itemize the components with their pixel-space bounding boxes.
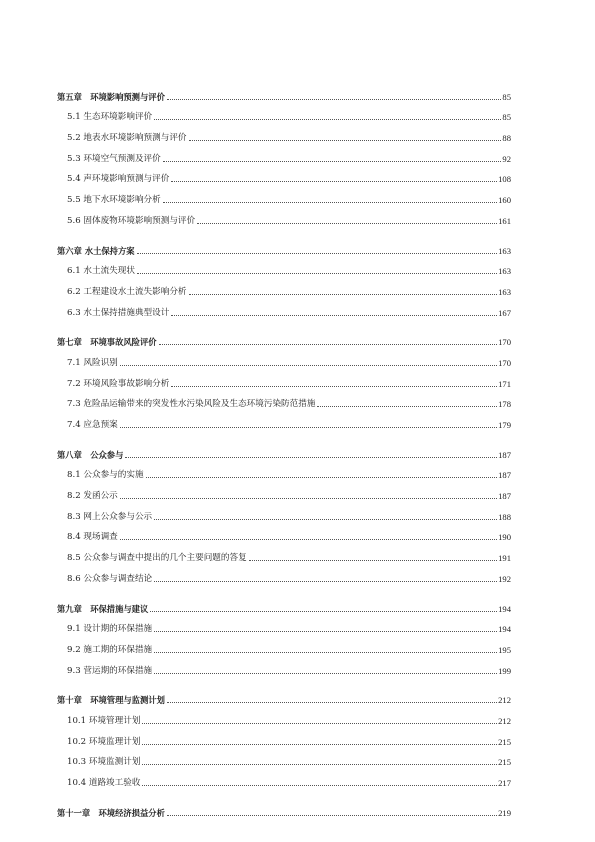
toc-entry-title: 5.4 声环境影响预测与评价 (67, 174, 170, 185)
toc-entry-title: 第九章 环保措施与建议 (57, 603, 149, 614)
toc-section-entry[interactable] (57, 655, 511, 676)
toc-section-entry[interactable] (57, 143, 511, 164)
toc-page-number: 187 (498, 470, 511, 481)
toc-section-entry[interactable] (57, 409, 511, 430)
chapter-gap (57, 676, 511, 685)
toc-dot-leader (120, 498, 497, 499)
toc-entry-title: 9.2 施工期的环保措施 (67, 644, 153, 655)
toc-page-number: 85 (502, 91, 511, 102)
toc-page-number: 215 (498, 736, 511, 747)
toc-page-number: 160 (498, 195, 511, 206)
toc-entry-title: 7.3 危险品运输带来的突发性水污染风险及生态环境污染防范措施 (67, 399, 316, 410)
toc-section-entry[interactable] (57, 297, 511, 318)
toc-section-entry[interactable] (57, 767, 511, 788)
toc-entry-title: 6.2 工程建设水土流失影响分析 (67, 286, 187, 297)
toc-page-number: 170 (498, 357, 511, 368)
toc-entry-title: 8.3 网上公众参与公示 (67, 511, 153, 522)
toc-chapter-entry[interactable] (57, 593, 511, 614)
toc-entry-title: 5.6 固体废物环境影响预测与评价 (67, 215, 196, 226)
toc-page-number: 85 (502, 112, 511, 123)
toc-dot-leader (137, 253, 498, 254)
toc-entry-title: 8.6 公众参与调查结论 (67, 573, 153, 584)
toc-section-entry[interactable] (57, 276, 511, 297)
toc-page-number: 92 (502, 153, 511, 164)
toc-page-number: 187 (498, 449, 511, 460)
toc-dot-leader (154, 673, 497, 674)
toc-section-entry[interactable] (57, 480, 511, 501)
toc-entry-title: 第十章 环境管理与监测计划 (57, 695, 165, 706)
chapter-gap (57, 318, 511, 327)
toc-page-number: 190 (498, 532, 511, 543)
toc-dot-leader (154, 652, 497, 653)
toc-entry-title: 5.2 地表水环境影响预测与评价 (67, 133, 187, 144)
toc-section-entry[interactable] (57, 542, 511, 563)
toc-dot-leader (167, 702, 497, 703)
toc-page-number: 217 (498, 778, 511, 788)
toc-entry-title: 7.4 应急预案 (67, 420, 118, 430)
toc-dot-leader (154, 631, 497, 632)
toc-page-number: 187 (498, 491, 511, 502)
toc-chapter-entry[interactable] (57, 685, 511, 706)
toc-section-entry[interactable] (57, 389, 511, 410)
toc-section-entry[interactable] (57, 705, 511, 726)
toc-dot-leader (249, 560, 497, 561)
toc-section-entry[interactable] (57, 522, 511, 543)
toc-section-entry[interactable] (57, 368, 511, 389)
toc-dot-leader (154, 119, 501, 120)
toc-page-number: 191 (498, 553, 511, 564)
toc-page-number: 192 (498, 573, 511, 584)
toc-entry-title: 10.2 环境监理计划 (67, 736, 141, 747)
toc-dot-leader (197, 223, 497, 224)
toc-entry-title: 9.1 设计期的环保措施 (67, 624, 153, 635)
toc-page-number: 188 (498, 511, 511, 522)
toc-page-number: 171 (498, 378, 511, 389)
toc-dot-leader (146, 477, 498, 478)
toc-page-number: 212 (498, 695, 511, 706)
toc-page-number: 163 (498, 286, 511, 297)
toc-dot-leader (167, 815, 497, 816)
toc-entry-title: 第十一章 环境经济损益分析 (57, 807, 165, 818)
toc-section-entry[interactable] (57, 726, 511, 747)
toc-entry-title: 第五章 环境影响预测与评价 (57, 91, 165, 102)
toc-entry-title: 第八章 公众参与 (57, 449, 124, 460)
chapter-gap (57, 788, 511, 797)
toc-dot-leader (167, 99, 502, 100)
toc-entry-title: 6.1 水土流失现状 (67, 266, 135, 277)
toc-dot-leader (317, 406, 497, 407)
toc-entry-title: 10.3 环境监测计划 (67, 757, 141, 768)
toc-page-number: 212 (498, 715, 511, 726)
toc-section-entry[interactable] (57, 205, 511, 226)
toc-dot-leader (142, 744, 497, 745)
toc-dot-leader (159, 344, 498, 345)
toc-entry-title: 5.3 环境空气预测及评价 (67, 153, 161, 164)
toc-entry-title: 10.4 道路竣工验收 (67, 778, 141, 788)
toc-entry-title: 8.5 公众参与调查中提出的几个主要问题的答复 (67, 553, 247, 564)
toc-dot-leader (142, 764, 497, 765)
toc-dot-leader (150, 611, 497, 612)
toc-dot-leader (154, 519, 497, 520)
toc-entry-title: 8.1 公众参与的实施 (67, 470, 144, 481)
toc-dot-leader (189, 140, 502, 141)
toc-chapter-entry[interactable] (57, 439, 511, 460)
toc-page-number: 195 (498, 644, 511, 655)
toc-entry-title: 第七章 环境事故风险评价 (57, 337, 157, 348)
toc-entry-title: 8.4 现场调查 (67, 532, 118, 543)
toc-dot-leader (142, 723, 497, 724)
toc-dot-leader (163, 161, 502, 162)
chapter-gap (57, 430, 511, 439)
toc-dot-leader (137, 273, 497, 274)
toc-entry-title: 5.1 生态环境影响评价 (67, 112, 153, 123)
toc-section-entry[interactable] (57, 102, 511, 123)
toc-dot-leader (171, 181, 497, 182)
toc-section-entry[interactable] (57, 501, 511, 522)
toc-page-number: 179 (498, 420, 511, 430)
table-of-contents (57, 81, 511, 818)
toc-page-number: 215 (498, 757, 511, 768)
toc-page-number: 161 (498, 215, 511, 226)
toc-dot-leader (171, 386, 497, 387)
toc-entry-title: 6.3 水土保持措施典型设计 (67, 307, 170, 318)
toc-page-number: 108 (498, 174, 511, 185)
toc-page-number: 194 (498, 624, 511, 635)
chapter-gap (57, 226, 511, 235)
toc-section-entry[interactable] (57, 460, 511, 481)
toc-chapter-entry[interactable] (57, 81, 511, 102)
toc-entry-title: 7.1 风险识别 (67, 357, 118, 368)
toc-section-entry[interactable] (57, 747, 511, 768)
toc-dot-leader (125, 457, 497, 458)
toc-dot-leader (171, 315, 497, 316)
toc-dot-leader (142, 785, 497, 786)
toc-dot-leader (163, 202, 497, 203)
toc-entry-title: 10.1 环境管理计划 (67, 715, 141, 726)
toc-page-number: 163 (498, 245, 511, 256)
toc-entry-title: 9.3 营运期的环保措施 (67, 665, 153, 676)
toc-entry-title: 第六章 水土保持方案 (57, 245, 135, 256)
toc-section-entry[interactable] (57, 347, 511, 368)
toc-dot-leader (154, 581, 497, 582)
toc-page-number: 163 (498, 266, 511, 277)
toc-page-number: 178 (498, 399, 511, 410)
toc-page-number: 194 (498, 603, 511, 614)
toc-section-entry[interactable] (57, 256, 511, 277)
toc-entry-title: 7.2 环境风险事故影响分析 (67, 378, 170, 389)
toc-section-entry[interactable] (57, 614, 511, 635)
toc-page-number: 219 (498, 807, 511, 818)
toc-chapter-entry[interactable] (57, 327, 511, 348)
toc-chapter-entry[interactable] (57, 797, 511, 818)
toc-dot-leader (120, 365, 497, 366)
toc-page-number: 170 (498, 337, 511, 348)
toc-section-entry[interactable] (57, 634, 511, 655)
chapter-gap (57, 584, 511, 593)
toc-section-entry[interactable] (57, 164, 511, 185)
toc-chapter-entry[interactable] (57, 235, 511, 256)
toc-dot-leader (120, 427, 497, 428)
toc-section-entry[interactable] (57, 122, 511, 143)
toc-section-entry[interactable] (57, 563, 511, 584)
toc-page-number: 167 (498, 307, 511, 318)
toc-page-number: 199 (498, 665, 511, 676)
toc-dot-leader (189, 294, 498, 295)
toc-dot-leader (120, 539, 497, 540)
toc-section-entry[interactable] (57, 184, 511, 205)
toc-entry-title: 5.5 地下水环境影响分析 (67, 195, 161, 206)
toc-entry-title: 8.2 发函公示 (67, 491, 118, 502)
toc-page-number: 88 (502, 133, 511, 144)
